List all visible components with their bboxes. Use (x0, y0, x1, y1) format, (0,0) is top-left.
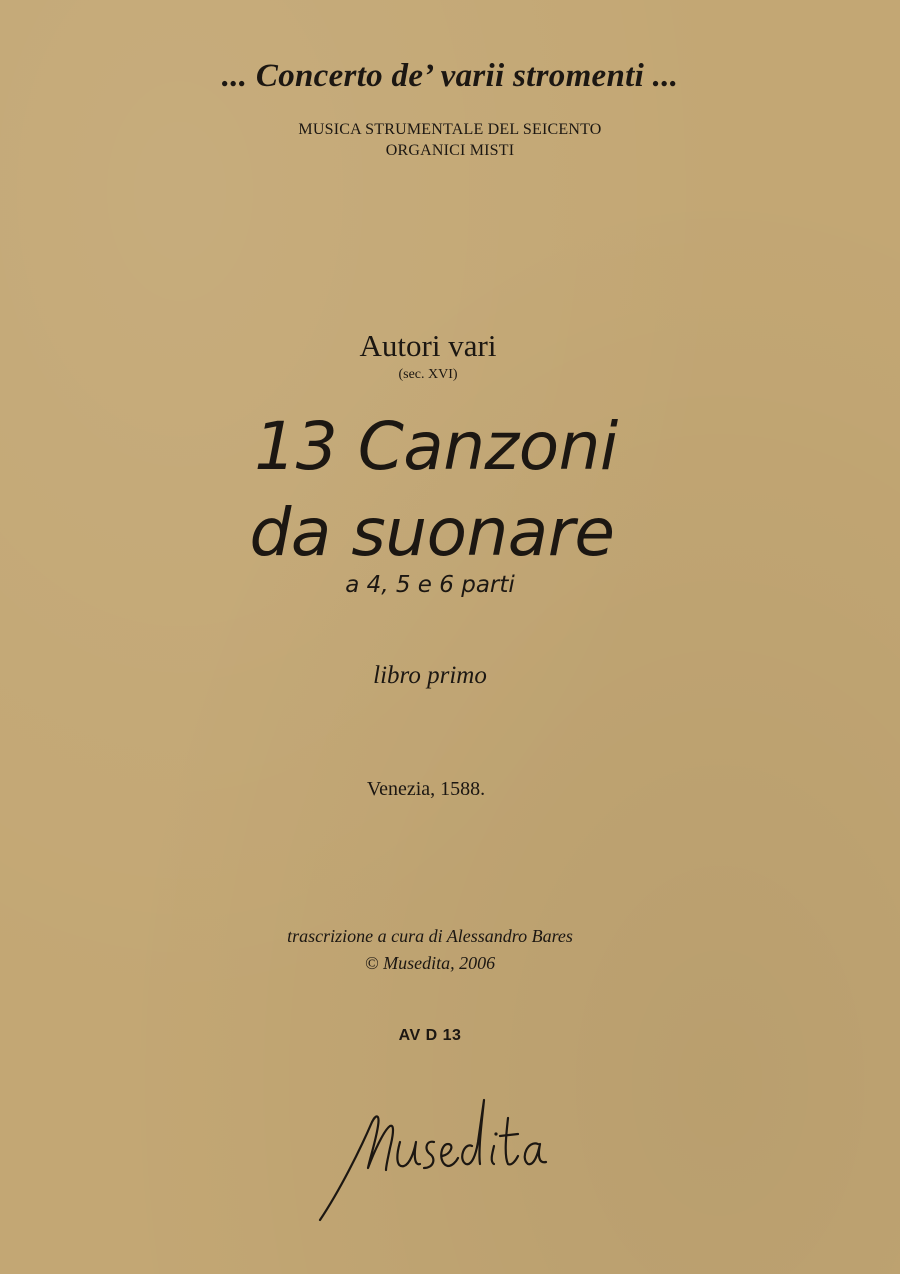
copyright-notice: © Musedita, 2006 (364, 953, 496, 973)
author: Autori vari (359, 328, 497, 363)
catalog-number: AV D 13 (398, 1027, 462, 1044)
parts-description: a 4, 5 e 6 parti (345, 572, 515, 598)
work-title-line1: 13 Canzoni (254, 408, 618, 485)
work-title-line2: da suonare (249, 494, 615, 571)
musedita-signature-logo (310, 1070, 560, 1230)
series-subtitle-line2: ORGANICI MISTI (385, 142, 515, 159)
book-number: libro primo (373, 662, 487, 689)
editor-credit: trascrizione a cura di Alessandro Bares (287, 926, 573, 946)
century-note: (sec. XVI) (398, 367, 458, 382)
series-subtitle-line1: MUSICA STRUMENTALE DEL SEICENTO (298, 121, 602, 138)
place-date: Venezia, 1588. (366, 778, 486, 800)
series-title: ... Concerto de’ varii stromenti ... (221, 58, 679, 94)
